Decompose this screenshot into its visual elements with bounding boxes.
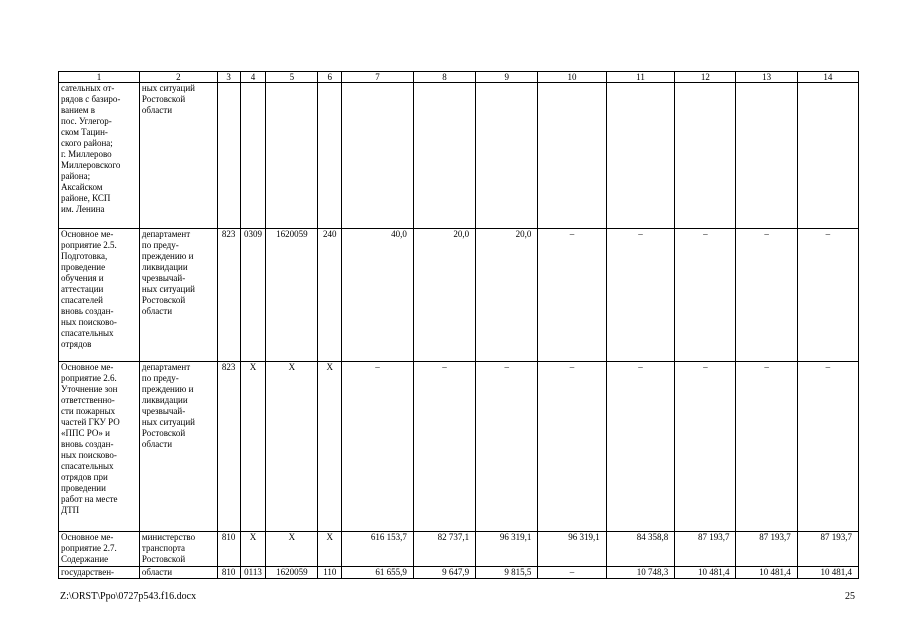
rzpr-cell: 0309 bbox=[240, 229, 266, 362]
total-cell: 40,0 bbox=[342, 229, 414, 362]
year-cell: 20,0 bbox=[413, 229, 475, 362]
csr-cell: 1620059 bbox=[266, 229, 318, 362]
executor-cell: ных ситуаций Ростовской области bbox=[139, 83, 217, 229]
measure-name-cell: Основное ме- роприятие 2.7. Содержание bbox=[59, 532, 140, 567]
vr-cell: Х bbox=[318, 532, 342, 567]
vr-cell: Х bbox=[318, 362, 342, 532]
grbs-cell: 810 bbox=[217, 567, 240, 579]
year-cell: 10 481,4 bbox=[736, 567, 797, 579]
total-cell: 61 655,9 bbox=[342, 567, 414, 579]
table-row bbox=[59, 83, 859, 229]
year-cell: 10 748,3 bbox=[606, 567, 674, 579]
header-cell: 2 bbox=[139, 72, 217, 83]
csr-cell: 1620059 bbox=[266, 567, 318, 579]
year-cell bbox=[736, 83, 797, 229]
year-cell: – bbox=[797, 229, 858, 362]
total-cell bbox=[342, 83, 414, 229]
year-cell: – bbox=[538, 362, 606, 532]
total-cell: – bbox=[342, 362, 414, 532]
total-cell: 616 153,7 bbox=[342, 532, 414, 567]
rzpr-cell: Х bbox=[240, 532, 266, 567]
year-cell: – bbox=[538, 229, 606, 362]
header-cell: 13 bbox=[736, 72, 797, 83]
header-cell: 7 bbox=[342, 72, 414, 83]
year-cell bbox=[675, 83, 736, 229]
measure-name-cell: сательных от- рядов с базиро- ванием в пос. Углегор- ском Тацин- ского района; г. Миллерово Миллеровского района; Аксайском районе, КСП им. Ленина bbox=[59, 83, 140, 229]
year-cell: – bbox=[413, 362, 475, 532]
year-cell bbox=[476, 83, 538, 229]
header-cell: 9 bbox=[476, 72, 538, 83]
year-cell: – bbox=[675, 229, 736, 362]
header-row bbox=[59, 72, 859, 83]
header-cell: 1 bbox=[59, 72, 140, 83]
csr-cell: Х bbox=[266, 532, 318, 567]
executor-cell: министерство транспорта Ростовской bbox=[139, 532, 217, 567]
executor-cell: области bbox=[139, 567, 217, 579]
year-cell: 87 193,7 bbox=[675, 532, 736, 567]
vr-cell: 110 bbox=[318, 567, 342, 579]
year-cell: – bbox=[476, 362, 538, 532]
header-cell: 14 bbox=[797, 72, 858, 83]
measure-name-cell: государствен- bbox=[59, 567, 140, 579]
executor-cell: департамент по преду- преждению и ликвидации чрезвычай- ных ситуаций Ростовской области bbox=[139, 229, 217, 362]
year-cell: 10 481,4 bbox=[675, 567, 736, 579]
csr-cell bbox=[266, 83, 318, 229]
measure-name-cell: Основное ме- роприятие 2.5. Подготовка, проведение обучения и аттестации спасателей вновь создан- ных поисково- спасательных отрядов bbox=[59, 229, 140, 362]
header-cell: 8 bbox=[413, 72, 475, 83]
year-cell: – bbox=[675, 362, 736, 532]
year-cell: 87 193,7 bbox=[736, 532, 797, 567]
table-row bbox=[59, 567, 859, 579]
header-cell: 6 bbox=[318, 72, 342, 83]
table-row bbox=[59, 362, 859, 532]
measure-name-cell: Основное ме- роприятие 2.6. Уточнение зон ответственно- сти пожарных частей ГКУ РО «ППС РО» и вновь создан- ных поисково- спасательных отрядов при проведении работ на месте ДТП bbox=[59, 362, 140, 532]
year-cell: 96 319,1 bbox=[476, 532, 538, 567]
rzpr-cell: 0113 bbox=[240, 567, 266, 579]
year-cell bbox=[797, 83, 858, 229]
vr-cell bbox=[318, 83, 342, 229]
header-cell: 4 bbox=[240, 72, 266, 83]
year-cell: 82 737,1 bbox=[413, 532, 475, 567]
year-cell bbox=[606, 83, 674, 229]
grbs-cell: 810 bbox=[217, 532, 240, 567]
grbs-cell: 823 bbox=[217, 362, 240, 532]
page-number: 25 bbox=[845, 591, 855, 602]
year-cell: – bbox=[606, 362, 674, 532]
header-cell: 10 bbox=[538, 72, 606, 83]
header-cell: 12 bbox=[675, 72, 736, 83]
year-cell: – bbox=[797, 362, 858, 532]
header-cell: 3 bbox=[217, 72, 240, 83]
year-cell: – bbox=[606, 229, 674, 362]
grbs-cell bbox=[217, 83, 240, 229]
grbs-cell: 823 bbox=[217, 229, 240, 362]
file-path-footer: Z:\ORST\Ppo\0727p543.f16.docx bbox=[60, 591, 197, 602]
header-cell: 5 bbox=[266, 72, 318, 83]
year-cell: 10 481,4 bbox=[797, 567, 858, 579]
table-row bbox=[59, 229, 859, 362]
year-cell: – bbox=[736, 362, 797, 532]
year-cell: 87 193,7 bbox=[797, 532, 858, 567]
table-row bbox=[59, 532, 859, 567]
csr-cell: Х bbox=[266, 362, 318, 532]
year-cell: 84 358,8 bbox=[606, 532, 674, 567]
rzpr-cell bbox=[240, 83, 266, 229]
year-cell: 9 647,9 bbox=[413, 567, 475, 579]
year-cell: 20,0 bbox=[476, 229, 538, 362]
rzpr-cell: Х bbox=[240, 362, 266, 532]
year-cell: 96 319,1 bbox=[538, 532, 606, 567]
year-cell: – bbox=[538, 567, 606, 579]
budget-table bbox=[58, 71, 859, 579]
executor-cell: департамент по преду- преждению и ликвидации чрезвычай- ных ситуаций Ростовской области bbox=[139, 362, 217, 532]
year-cell bbox=[538, 83, 606, 229]
year-cell: – bbox=[736, 229, 797, 362]
header-cell: 11 bbox=[606, 72, 674, 83]
year-cell: 9 815,5 bbox=[476, 567, 538, 579]
year-cell bbox=[413, 83, 475, 229]
vr-cell: 240 bbox=[318, 229, 342, 362]
